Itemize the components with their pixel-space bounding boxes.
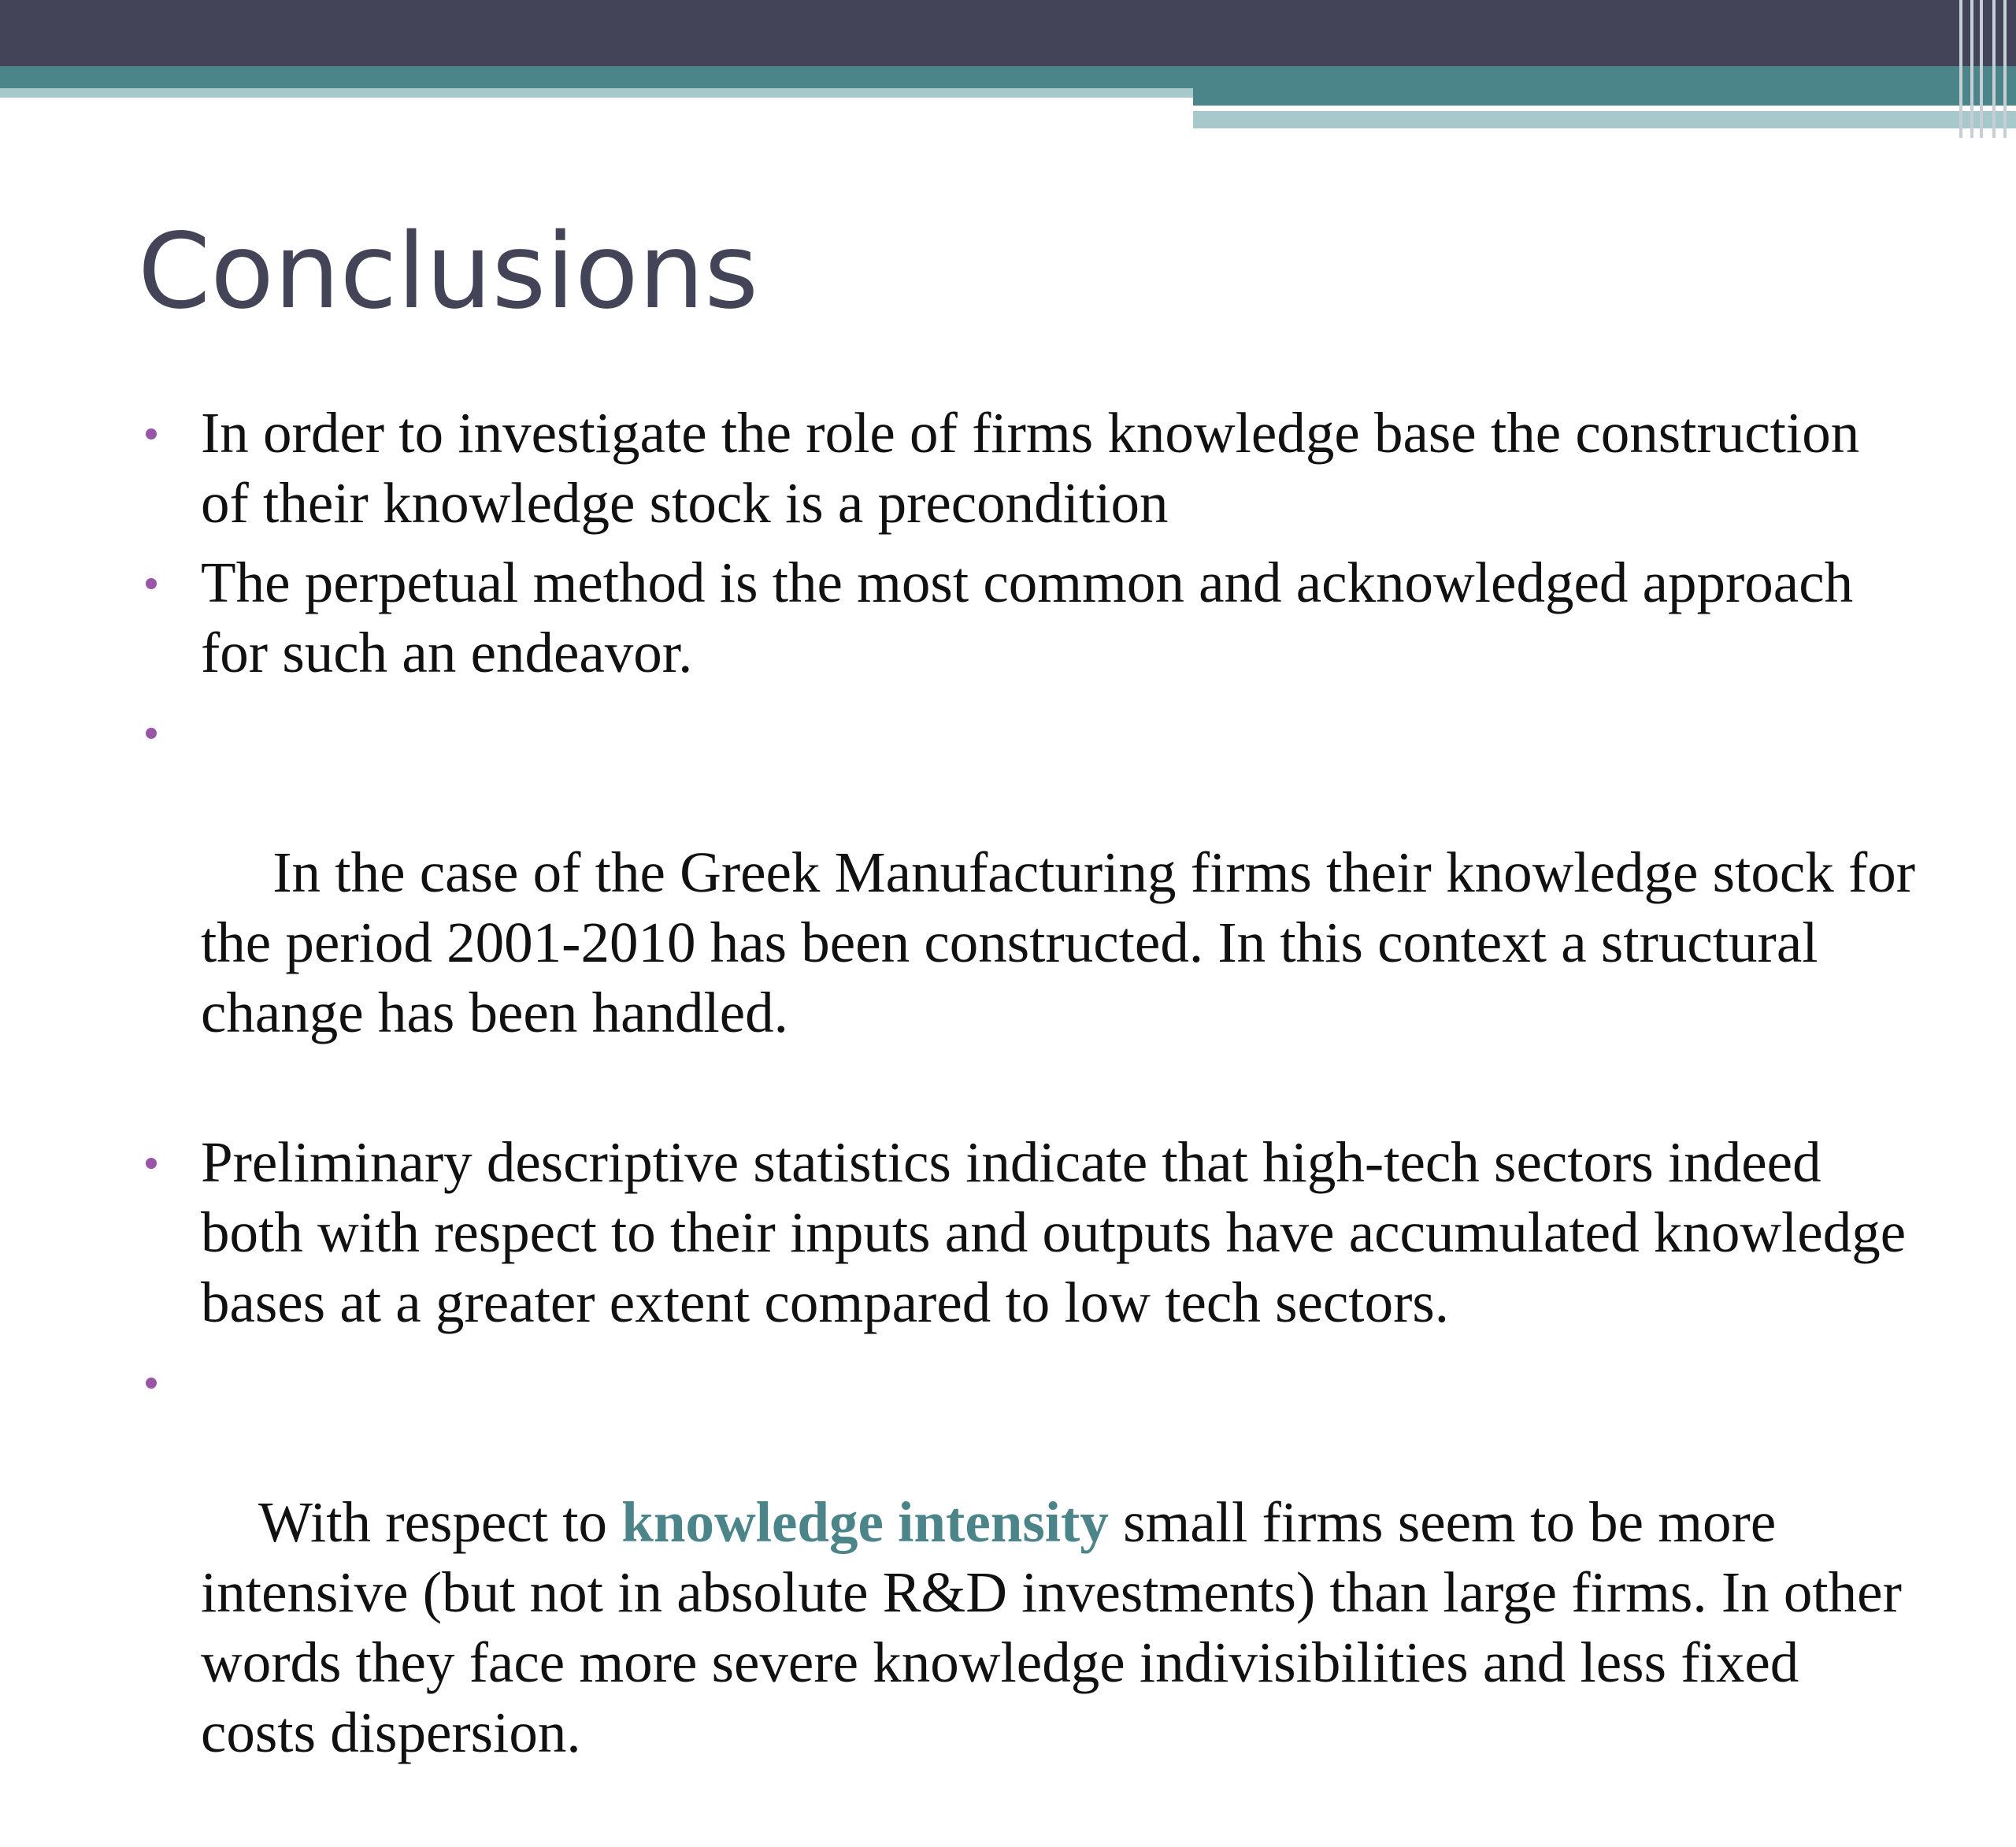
header-band-dark xyxy=(0,0,2016,66)
header-band-right-light xyxy=(1193,111,2016,128)
bullet-text: Preliminary descriptive statistics indicate that high-tech sectors indeed both with respect to their inputs and outputs have accumulated knowledge bases at a greater extent compared to low tech sectors. xyxy=(201,1130,1907,1334)
bullet-dot-icon xyxy=(146,728,157,739)
header-band-right-teal xyxy=(1193,88,2016,106)
bullet-dot-icon xyxy=(146,578,157,589)
bullet-dot-icon xyxy=(146,1158,157,1169)
bullet-highlight-term: knowledge intensity xyxy=(621,1490,1109,1554)
bullet-item xyxy=(201,1347,1918,1838)
bullet-text: The perpetual method is the most common and acknowledged approach for such an endeavor. xyxy=(201,551,1854,684)
bullet-item xyxy=(201,547,1918,688)
bullet-item xyxy=(201,1127,1918,1337)
bullet-text-after: small firms seem to be more intensive (but not in absolute R&D investments) than large firms. In other words they face more severe knowledge indivisibilities and less fixed costs dispersion. xyxy=(201,1490,1917,1764)
header-band-right-white xyxy=(1193,106,1866,111)
bullet-text: In the case of the Greek Manufacturing firms their knowledge stock for the period 2001-2010 has been constructed. In this context a structural change has been handled. xyxy=(201,840,1930,1044)
header-band-teal-light xyxy=(0,88,1193,98)
bullet-item xyxy=(201,398,1918,538)
bullet-dot-icon xyxy=(146,428,157,439)
slide-header-decoration xyxy=(0,0,2016,142)
header-stripes xyxy=(1953,0,2016,138)
bullet-text: In order to investigate the role of firms knowledge base the construction of their knowledge stock is a precondition xyxy=(201,401,1860,535)
bullet-list xyxy=(201,398,1930,1847)
bullet-text-before: With respect to xyxy=(258,1490,622,1554)
header-band-teal xyxy=(0,66,2016,88)
slide-title: Conclusions xyxy=(138,211,759,332)
bullet-dot-icon xyxy=(146,1378,157,1389)
bullet-item xyxy=(201,697,1930,1118)
